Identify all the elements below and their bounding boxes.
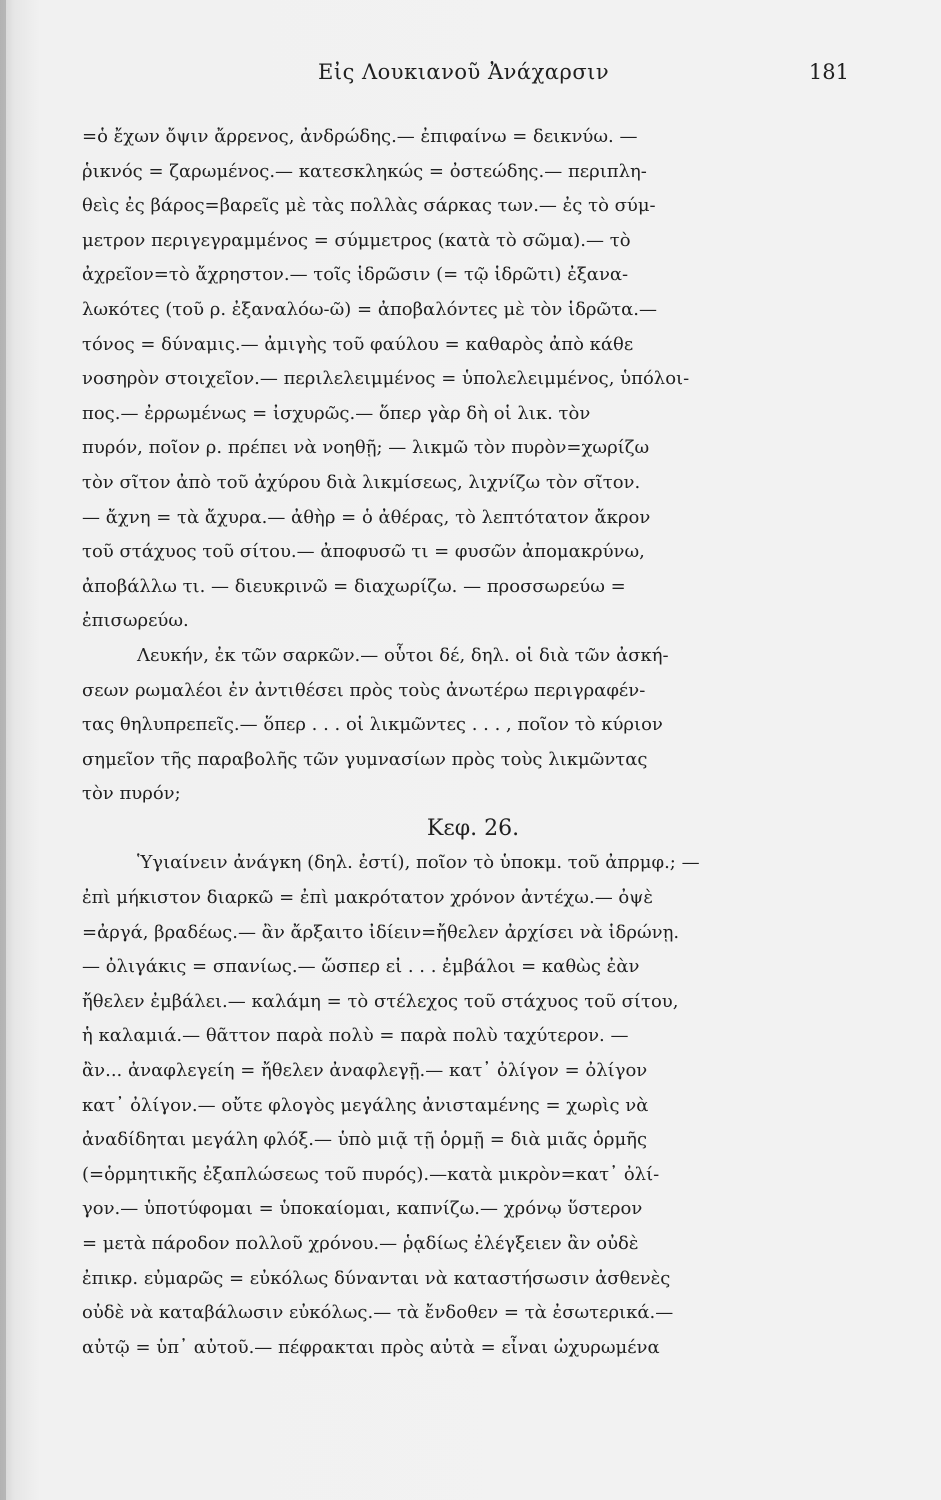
text-line: =ὁ ἔχων ὄψιν ἄρρενος, ἀνδρώδης.— ἐπιφαίνω = δεικνύω. — — [82, 126, 638, 147]
running-title: Εἰς Λουκιανοῦ Ἀνάχαρσιν — [318, 60, 610, 84]
text-line: — ὀλιγάκις = σπανίως.— ὥσπερ εἰ . . . ἐμβάλοι = καθὼς ἐὰν — [82, 956, 640, 978]
text-line: πος.— ἐρρωμένως = ἰσχυρῶς.— ὅπερ γὰρ δὴ οἱ λικ. τὸν — [82, 402, 591, 424]
text-line: ἂν... ἀναφλεγείη = ἤθελεν ἀναφλεγῇ.— κατ᾽ ὀλίγον = ὀλίγον — [82, 1060, 648, 1082]
paragraph-start-line: Λευκήν, ἐκ τῶν σαρκῶν.— οὗτοι δέ, δηλ. οἱ διὰ τῶν ἀσκή- — [137, 644, 669, 666]
text-line: τας θηλυπρεπεῖς.— ὅπερ . . . οἱ λικμῶντες . . . , ποῖον τὸ κύριον — [82, 714, 663, 736]
text-line: = μετὰ πάροδον πολλοῦ χρόνου.— ῥᾳδίως ἐλέγξειεν ἂν οὐδὲ — [82, 1233, 639, 1254]
text-line: ῥικνός = ζαρωμένος.— κατεσκληκώς = ὀστεώδης.— περιπλη- — [82, 160, 647, 182]
text-line: τὸν σῖτον ἀπὸ τοῦ ἀχύρου διὰ λικμίσεως, λιχνίζω τὸν σῖτον. — [82, 471, 641, 493]
text-line: =ἀργά, βραδέως.— ἂν ἄρξαιτο ἰδίειν=ἤθελεν ἀρχίσει νὰ ἱδρώνῃ. — [82, 921, 680, 943]
text-line: ἐπισωρεύω. — [82, 610, 189, 632]
text-line: τὸν πυρόν; — [82, 783, 181, 805]
text-line: ἐπικρ. εὐμαρῶς = εὐκόλως δύνανται νὰ καταστήσωσιν ἀσθενὲς — [82, 1267, 671, 1289]
chapter-heading: Κεφ. 26. — [426, 815, 520, 841]
text-line: ἐπὶ μήκιστον διαρκῶ = ἐπὶ μακρότατον χρόνον ἀντέχω.— ὀψὲ — [82, 887, 654, 909]
text-line: σημεῖον τῆς παραβολῆς τῶν γυμνασίων πρὸς τοὺς λικμῶντας — [82, 748, 648, 770]
body-text — [82, 120, 844, 1365]
text-line: σεων ρωμαλέοι ἐν ἀντιθέσει πρὸς τοὺς ἀνωτέρω περιγραφέν- — [82, 679, 646, 701]
text-line: ἡ καλαμιά.— θᾶττον παρὰ πολὺ = παρὰ πολὺ ταχύτερον. — — [82, 1025, 629, 1047]
text-line: μετρον περιγεγραμμένος = σύμμετρος (κατὰ τὸ σῶμα).— τὸ — [82, 229, 631, 251]
text-line: — ἄχνη = τὰ ἄχυρα.— ἀθὴρ = ὁ ἀθέρας, τὸ λεπτότατον ἄκρον — [82, 506, 651, 528]
text-line: ἤθελεν ἐμβάλει.— καλάμη = τὸ στέλεχος τοῦ στάχυος τοῦ σίτου, — [82, 990, 679, 1012]
text-line: λωκότες (τοῦ ρ. ἐξαναλόω-ῶ) = ἀποβαλόντες μὲ τὸν ἱδρῶτα.— — [82, 298, 658, 320]
page-gutter — [0, 0, 6, 1500]
text-line: τόνος = δύναμις.— ἀμιγὴς τοῦ φαύλου = καθαρὸς ἀπὸ κάθε — [82, 333, 634, 355]
text-line: νοσηρὸν στοιχεῖον.— περιλελειμμένος = ὑπολελειμμένος, ὑπόλοι- — [82, 368, 690, 390]
text-line: οὐδὲ νὰ καταβάλωσιν εὐκόλως.— τὰ ἔνδοθεν = τὰ ἐσωτερικά.— — [82, 1302, 674, 1324]
text-line: θεὶς ἐς βάρος=βαρεῖς μὲ τὰς πολλὰς σάρκας των.— ἐς τὸ σύμ- — [82, 195, 656, 217]
paragraph-start-line: Ὑγιαίνειν ἀνάγκη (δηλ. ἐστί), ποῖον τὸ ὑποκμ. τοῦ ἀπρμφ.; — — [137, 852, 700, 874]
text-line: κατ᾽ ὀλίγον.— οὔτε φλογὸς μεγάλης ἀνισταμένης = χωρὶς νὰ — [82, 1094, 649, 1116]
text-line: αὐτῷ = ὑπ᾽ αὐτοῦ.— πέφρακται πρὸς αὐτὰ = εἶναι ὠχυρωμένα — [82, 1336, 660, 1358]
text-line: (=ὁρμητικῆς ἐξαπλώσεως τοῦ πυρός).—κατὰ μικρὸν=κατ᾽ ὀλί- — [82, 1163, 660, 1185]
text-line: ἀχρεῖον=τὸ ἄχρηστον.— τοῖς ἱδρῶσιν (= τῷ ἱδρῶτι) ἐξανα- — [82, 264, 629, 286]
text-line: πυρόν, ποῖον ρ. πρέπει νὰ νοηθῇ; — λικμῶ τὸν πυρὸν=χωρίζω — [82, 437, 650, 459]
text-line: ἀναδίδηται μεγάλη φλόξ.— ὑπὸ μιᾷ τῇ ὁρμῇ = διὰ μιᾶς ὁρμῆς — [82, 1129, 648, 1151]
text-line: γον.— ὑποτύφομαι = ὑποκαίομαι, καπνίζω.— χρόνῳ ὕστερον — [82, 1198, 643, 1220]
text-line: ἀποβάλλω τι. — διευκρινῶ = διαχωρίζω. — προσσωρεύω = — [82, 575, 626, 597]
page-number: 181 — [808, 60, 849, 84]
text-line: τοῦ στάχυος τοῦ σίτου.— ἀποφυσῶ τι = φυσῶν ἀπομακρύνω, — [82, 541, 645, 563]
